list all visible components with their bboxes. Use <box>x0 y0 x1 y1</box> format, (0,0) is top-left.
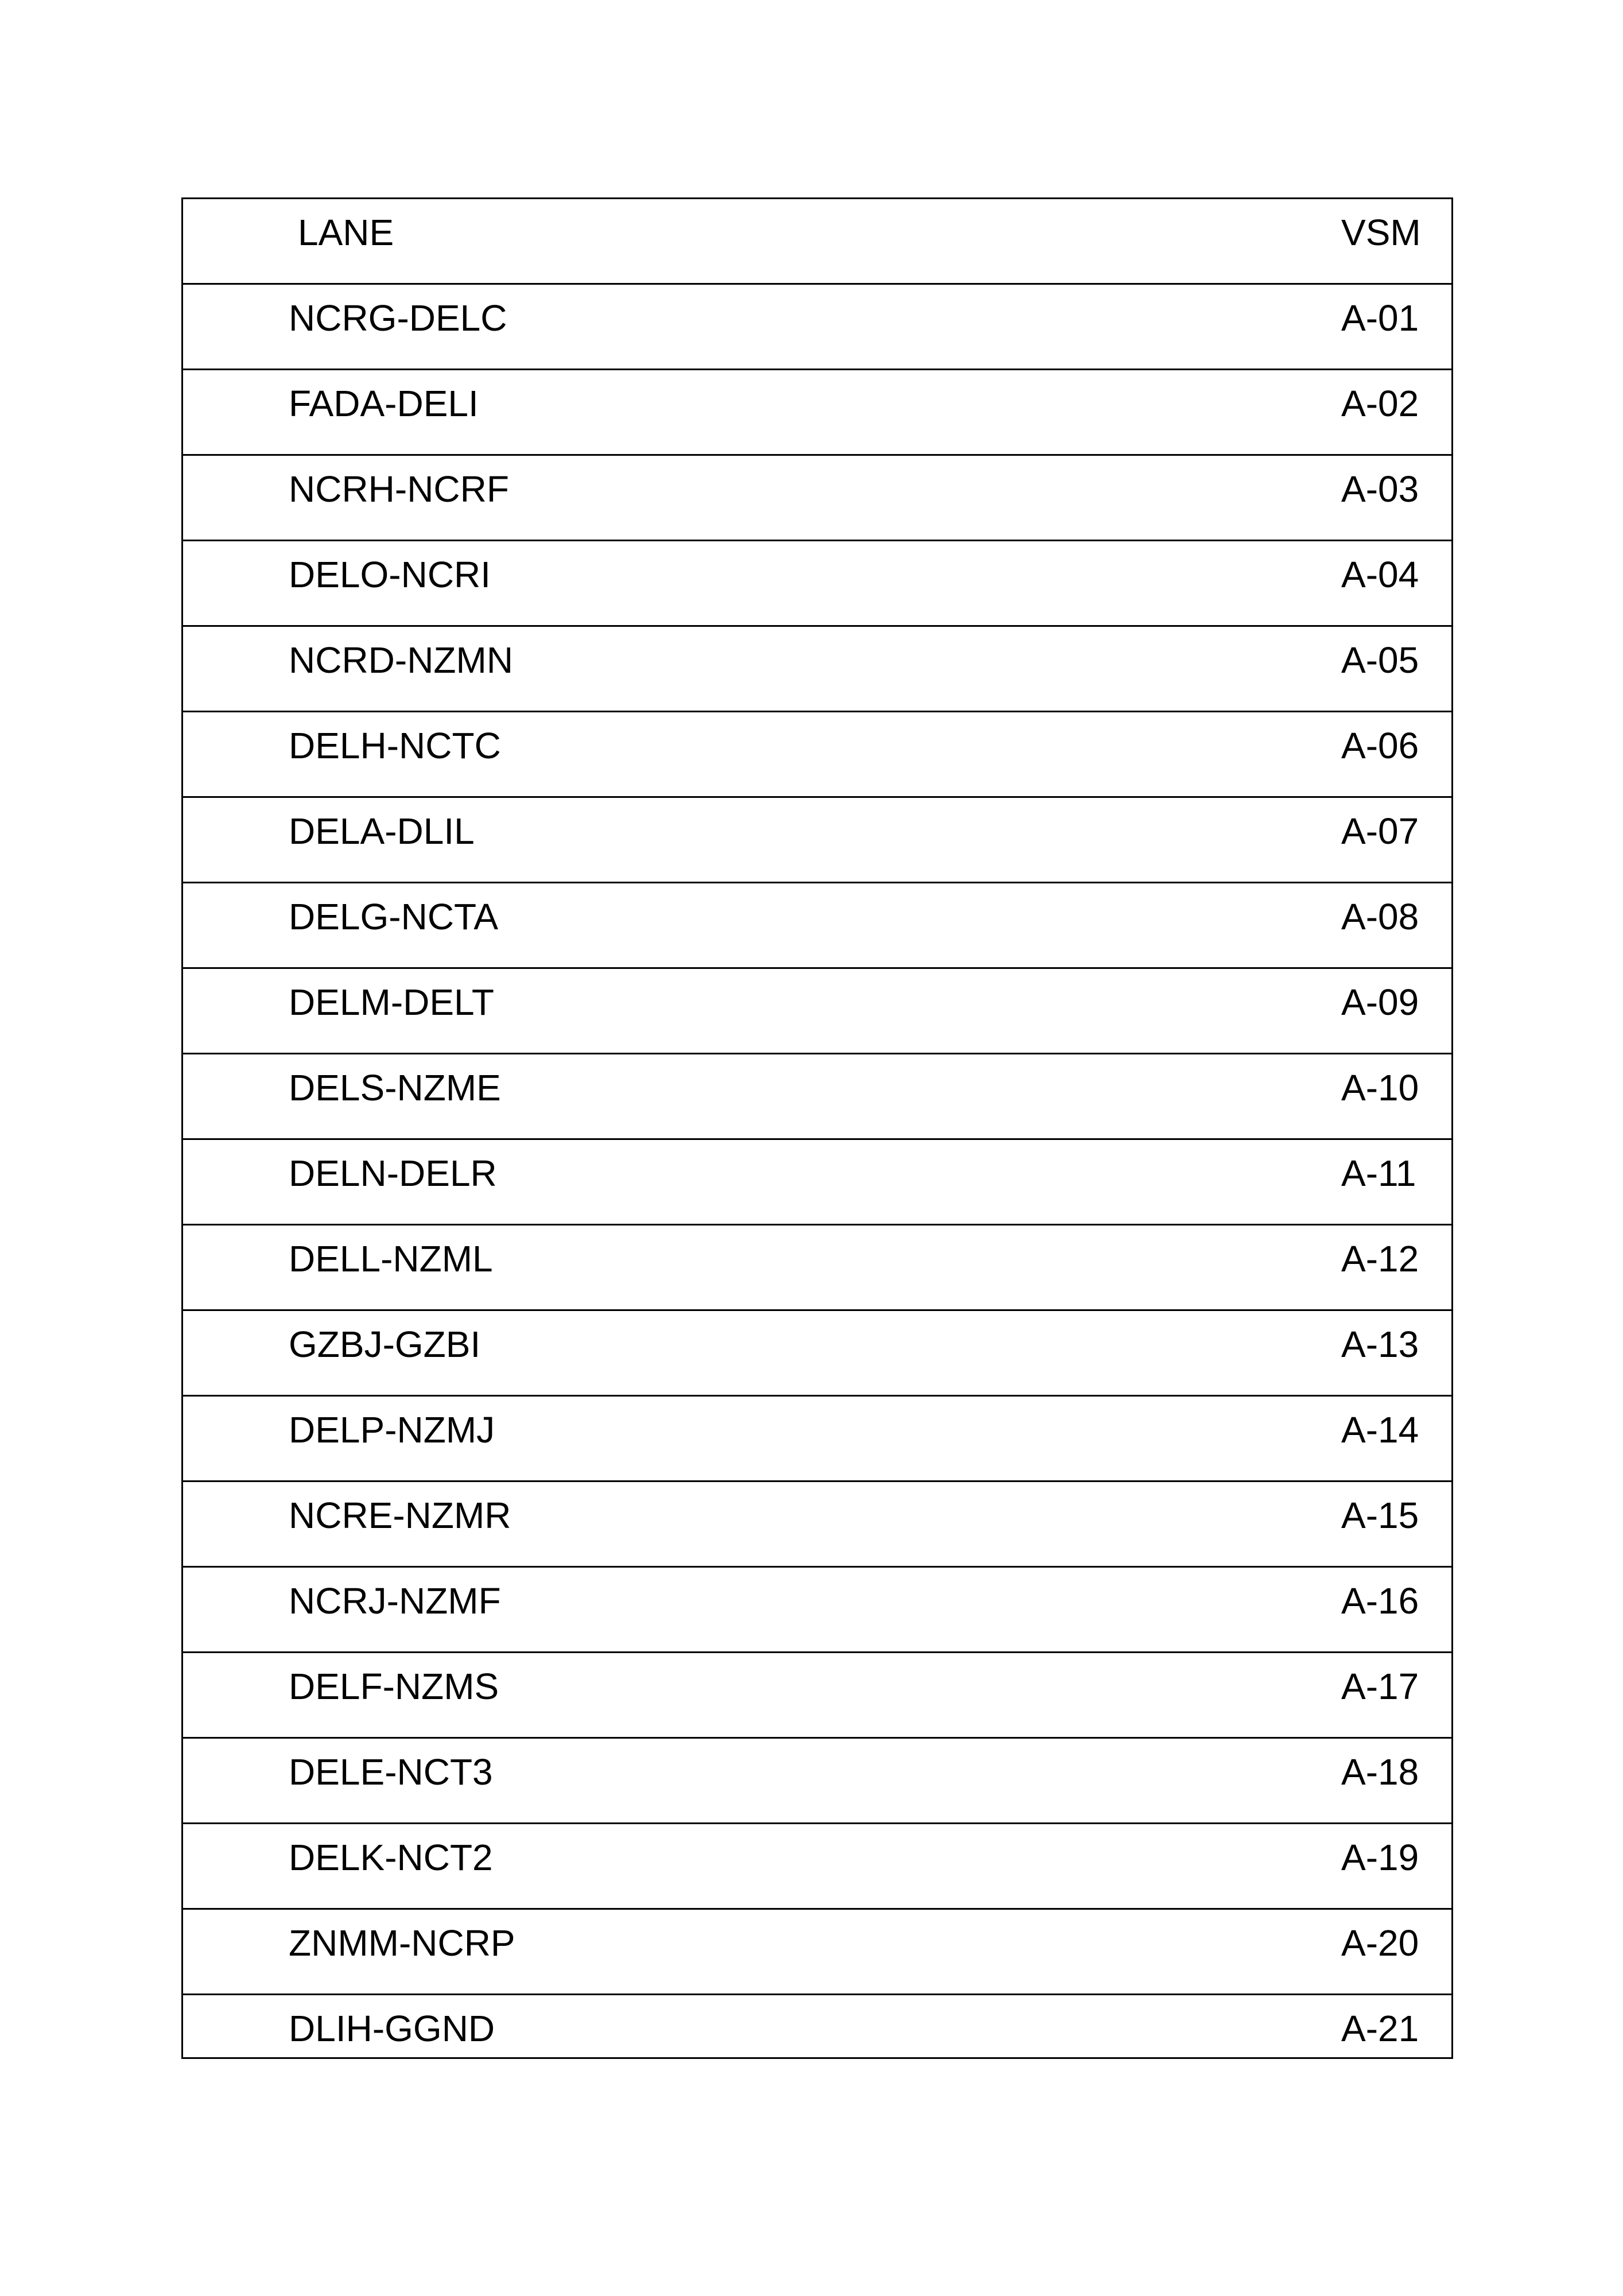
lane-cell <box>183 370 1016 455</box>
table-row <box>183 883 1453 968</box>
lane-cell <box>183 1396 1016 1481</box>
vsm-cell <box>1015 1225 1453 1310</box>
lane-cell <box>183 1909 1016 1995</box>
lane-code: DELN-DELR <box>289 1153 497 1194</box>
lane-code: DELH-NCTC <box>289 725 501 766</box>
vsm-cell <box>1015 1481 1453 1567</box>
vsm-cell <box>1015 1738 1453 1824</box>
vsm-code: A-08 <box>1341 896 1419 937</box>
table-row <box>183 541 1453 626</box>
vsm-cell <box>1015 1054 1453 1139</box>
table-row <box>183 1225 1453 1310</box>
vsm-code: A-18 <box>1341 1751 1419 1793</box>
vsm-cell <box>1015 1139 1453 1225</box>
table-row <box>183 1909 1453 1995</box>
lane-code: NCRE-NZMR <box>289 1495 511 1536</box>
lane-code: DELS-NZME <box>289 1067 501 1108</box>
lane-cell <box>183 1653 1016 1738</box>
vsm-code: A-07 <box>1341 810 1419 852</box>
vsm-code: A-01 <box>1341 297 1419 339</box>
table-row <box>183 1824 1453 1909</box>
vsm-code: A-21 <box>1341 2008 1419 2049</box>
lane-cell <box>183 1995 1016 2058</box>
lane-cell <box>183 1225 1016 1310</box>
vsm-code: A-15 <box>1341 1495 1419 1536</box>
lane-cell <box>183 541 1016 626</box>
vsm-code: A-04 <box>1341 554 1419 595</box>
table-row <box>183 797 1453 883</box>
vsm-cell <box>1015 1567 1453 1653</box>
table-row <box>183 455 1453 541</box>
lane-cell <box>183 1824 1016 1909</box>
vsm-code: A-19 <box>1341 1837 1419 1878</box>
vsm-cell <box>1015 968 1453 1054</box>
lane-cell <box>183 1567 1016 1653</box>
lane-header: LANE <box>298 212 394 253</box>
table-row <box>183 370 1453 455</box>
vsm-cell <box>1015 712 1453 797</box>
table-row <box>183 1139 1453 1225</box>
vsm-code: A-12 <box>1341 1238 1419 1279</box>
vsm-code: A-20 <box>1341 1922 1419 1964</box>
lane-code: NCRD-NZMN <box>289 639 514 681</box>
lane-cell <box>183 1738 1016 1824</box>
vsm-cell <box>1015 1824 1453 1909</box>
vsm-cell <box>1015 370 1453 455</box>
vsm-cell <box>1015 455 1453 541</box>
lane-code: DELE-NCT3 <box>289 1751 493 1793</box>
lane-code: DELL-NZML <box>289 1238 493 1279</box>
vsm-code: A-06 <box>1341 725 1419 766</box>
table-row <box>183 1396 1453 1481</box>
vsm-code: A-13 <box>1341 1324 1419 1365</box>
lane-cell <box>183 626 1016 712</box>
table-row <box>183 626 1453 712</box>
lane-cell <box>183 1481 1016 1567</box>
table-row <box>183 1054 1453 1139</box>
vsm-code: A-16 <box>1341 1580 1419 1622</box>
lane-cell <box>183 284 1016 370</box>
lane-code: ZNMM-NCRP <box>289 1922 515 1964</box>
vsm-code: A-09 <box>1341 982 1419 1023</box>
vsm-cell <box>1015 1310 1453 1396</box>
table-row <box>183 1653 1453 1738</box>
table-body <box>183 199 1453 2058</box>
vsm-cell <box>1015 1653 1453 1738</box>
lane-code: DELA-DLIL <box>289 810 475 852</box>
vsm-code: A-03 <box>1341 468 1419 510</box>
lane-vsm-table <box>181 197 1453 2059</box>
table-header-row <box>183 199 1453 284</box>
lane-code: DLIH-GGND <box>289 2008 495 2049</box>
vsm-code: A-17 <box>1341 1666 1419 1707</box>
table-row <box>183 1567 1453 1653</box>
lane-code: DELG-NCTA <box>289 896 499 937</box>
vsm-code: A-05 <box>1341 639 1419 681</box>
vsm-header-cell <box>1015 199 1453 284</box>
lane-cell <box>183 455 1016 541</box>
vsm-cell <box>1015 284 1453 370</box>
table-row <box>183 968 1453 1054</box>
lane-code: DELF-NZMS <box>289 1666 499 1707</box>
lane-cell <box>183 1310 1016 1396</box>
lane-cell <box>183 968 1016 1054</box>
vsm-cell <box>1015 626 1453 712</box>
lane-code: DELM-DELT <box>289 982 494 1023</box>
lane-code: NCRJ-NZMF <box>289 1580 501 1622</box>
lane-code: DELP-NZMJ <box>289 1409 495 1450</box>
lane-code: GZBJ-GZBI <box>289 1324 481 1365</box>
lane-code: NCRG-DELC <box>289 297 507 339</box>
vsm-code: A-14 <box>1341 1409 1419 1450</box>
lane-cell <box>183 1139 1016 1225</box>
lane-code: FADA-DELI <box>289 383 479 424</box>
lane-cell <box>183 1054 1016 1139</box>
vsm-cell <box>1015 797 1453 883</box>
vsm-cell <box>1015 1396 1453 1481</box>
vsm-code: A-10 <box>1341 1067 1419 1108</box>
vsm-cell <box>1015 1995 1453 2058</box>
table-row <box>183 1738 1453 1824</box>
lane-cell <box>183 883 1016 968</box>
lane-cell <box>183 797 1016 883</box>
table-row <box>183 712 1453 797</box>
vsm-code: A-11 <box>1341 1153 1416 1194</box>
table-row <box>183 1481 1453 1567</box>
lane-code: DELO-NCRI <box>289 554 491 595</box>
vsm-cell <box>1015 1909 1453 1995</box>
table-row <box>183 1310 1453 1396</box>
vsm-cell <box>1015 541 1453 626</box>
lane-header-cell <box>183 199 1016 284</box>
vsm-header: VSM <box>1341 212 1421 253</box>
lane-code: DELK-NCT2 <box>289 1837 493 1878</box>
vsm-cell <box>1015 883 1453 968</box>
vsm-code: A-02 <box>1341 383 1419 424</box>
table-row <box>183 1995 1453 2058</box>
lane-code: NCRH-NCRF <box>289 468 509 510</box>
table-row <box>183 284 1453 370</box>
lane-cell <box>183 712 1016 797</box>
